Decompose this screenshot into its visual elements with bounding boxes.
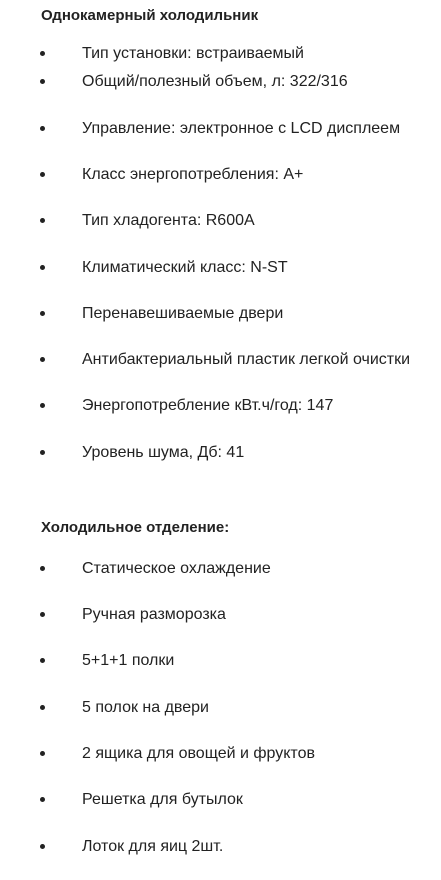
list-item xyxy=(0,653,441,675)
list-item xyxy=(0,46,441,68)
list-item xyxy=(0,167,441,189)
list-item xyxy=(0,607,441,629)
bullet-icon xyxy=(40,126,45,131)
list-item-text: Тип хладогента: R600A xyxy=(82,212,255,229)
list-item-text: Тип установки: встраиваемый xyxy=(82,45,304,62)
list-item xyxy=(0,839,441,861)
list-item-text: Антибактериальный пластик легкой очистки xyxy=(82,351,411,368)
list-item-text: Решетка для бутылок xyxy=(82,791,243,808)
bullet-icon xyxy=(40,311,45,316)
bullet-icon xyxy=(40,705,45,710)
list-item-text: Класс энергопотребления: A+ xyxy=(82,166,304,183)
list-item-text: Климатический класс: N-ST xyxy=(82,259,288,276)
bullet-icon xyxy=(40,797,45,802)
list-item-text: Перенавешиваемые двери xyxy=(82,305,284,322)
list-item-text: 2 ящика для овощей и фруктов xyxy=(82,745,315,762)
list-item xyxy=(0,445,441,467)
list-item-text: Статическое охлаждение xyxy=(82,560,271,577)
list-item-text: Общий/полезный объем, л: 322/316 xyxy=(82,73,348,90)
list-item xyxy=(0,700,441,722)
list-item-text: Энергопотребление кВт.ч/год: 147 xyxy=(82,397,334,414)
bullet-icon xyxy=(40,566,45,571)
bullet-icon xyxy=(40,450,45,455)
bullet-icon xyxy=(40,51,45,56)
list-item xyxy=(0,746,441,768)
bullet-icon xyxy=(40,844,45,849)
bullet-icon xyxy=(40,658,45,663)
list-item-text: Уровень шума, Дб: 41 xyxy=(82,444,245,461)
list-item-text: Управление: электронное с LCD дисплеем xyxy=(82,120,401,137)
bullet-icon xyxy=(40,751,45,756)
list-item xyxy=(0,561,441,583)
list-item xyxy=(0,306,441,328)
list-item-text: Лоток для яиц 2шт. xyxy=(82,838,224,855)
list-item-text: 5+1+1 полки xyxy=(82,652,175,669)
list-item xyxy=(0,260,441,282)
list-item xyxy=(0,352,441,374)
section-title-fridge-compartment: Холодильное отделение: xyxy=(41,519,230,536)
section-title-fridge: Однокамерный холодильник xyxy=(41,7,259,24)
list-item xyxy=(0,398,441,420)
list-item xyxy=(0,121,441,143)
list-item-text: 5 полок на двери xyxy=(82,699,209,716)
bullet-icon xyxy=(40,172,45,177)
bullet-icon xyxy=(40,612,45,617)
bullet-icon xyxy=(40,265,45,270)
bullet-icon xyxy=(40,79,45,84)
bullet-icon xyxy=(40,357,45,362)
bullet-icon xyxy=(40,403,45,408)
bullet-icon xyxy=(40,218,45,223)
list-item-text: Ручная разморозка xyxy=(82,606,226,623)
list-item xyxy=(0,213,441,235)
list-item xyxy=(0,74,441,96)
list-item xyxy=(0,792,441,814)
